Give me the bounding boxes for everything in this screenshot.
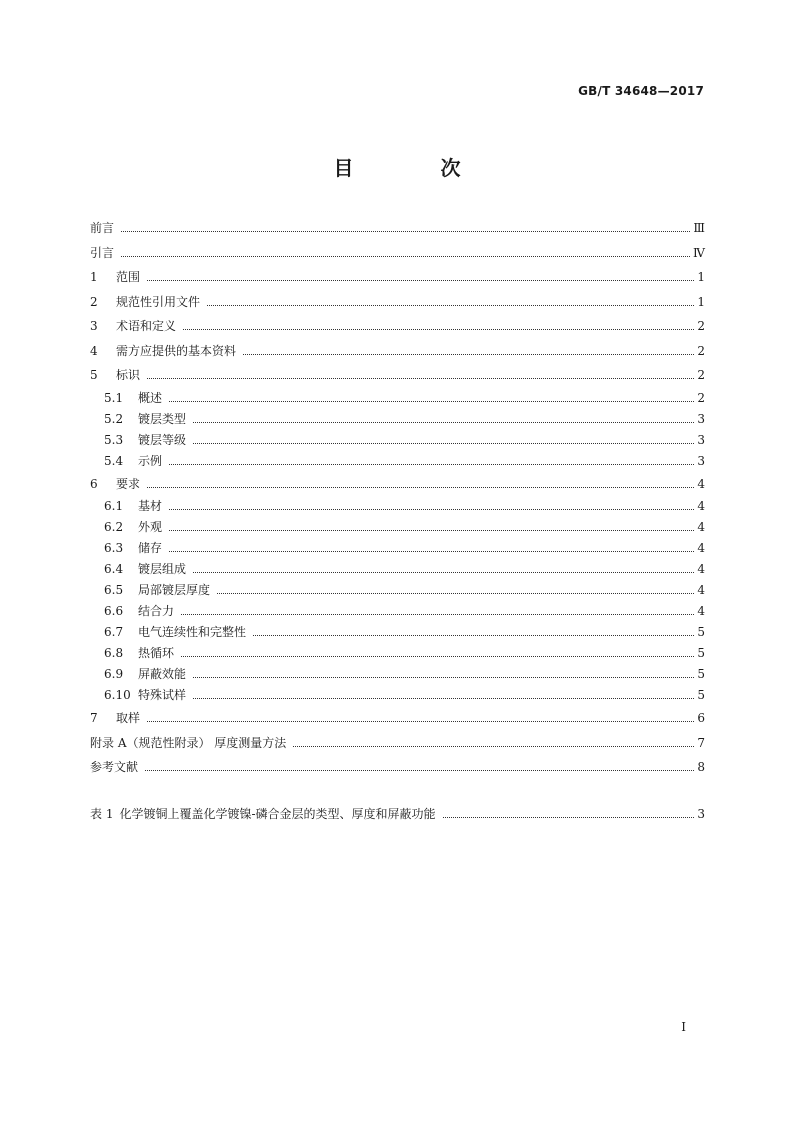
toc-entry-label: 电气连续性和完整性 xyxy=(138,625,247,639)
toc-entry-page: 1 xyxy=(697,270,705,284)
toc-leader-dots xyxy=(193,697,694,699)
page-title: 目 次 xyxy=(333,156,501,180)
toc-entry-number: 6.10 xyxy=(104,688,131,702)
toc-leader-dots xyxy=(147,486,694,488)
toc-entry-label: 储存 xyxy=(138,541,163,555)
toc-entry-label: 引言 xyxy=(90,245,115,260)
toc-entry[interactable] xyxy=(90,363,705,388)
toc-entry-label: 热循环 xyxy=(138,646,175,660)
toc-entry-label: 局部镀层厚度 xyxy=(138,583,211,597)
toc-entry-label: 外观 xyxy=(138,520,163,534)
table-of-contents xyxy=(90,216,705,780)
toc-entry-number: 2 xyxy=(90,294,98,309)
toc-entry-number: 6.6 xyxy=(104,604,124,618)
toc-leader-dots xyxy=(293,745,694,747)
toc-entry[interactable] xyxy=(90,622,705,643)
toc-leader-dots xyxy=(181,613,694,615)
toc-entry-number: 6.4 xyxy=(104,562,124,576)
toc-entry-page: 4 xyxy=(697,499,705,513)
toc-entry-number: 6.9 xyxy=(104,667,124,681)
toc-entry-number: 5.1 xyxy=(104,390,124,405)
toc-leader-dots xyxy=(243,353,694,355)
toc-leader-dots xyxy=(147,720,694,722)
standard-code: GB/T 34648—2017 xyxy=(578,84,704,98)
toc-entry-page: 2 xyxy=(697,390,705,405)
toc-entry-page: 3 xyxy=(697,432,705,447)
toc-leader-dots xyxy=(121,230,690,232)
toc-leader-dots xyxy=(193,676,694,678)
toc-leader-dots xyxy=(147,279,694,281)
toc-entry[interactable] xyxy=(90,265,705,290)
toc-entry-number: 7 xyxy=(90,711,98,725)
toc-entry-page: 5 xyxy=(697,646,705,660)
toc-entry-page: Ⅳ xyxy=(693,245,705,260)
toc-entry[interactable] xyxy=(90,409,705,430)
toc-entry[interactable] xyxy=(90,496,705,517)
toc-entry-page: Ⅲ xyxy=(693,221,705,235)
toc-entry-page: 2 xyxy=(697,319,705,333)
toc-entry-number: 1 xyxy=(90,270,98,284)
toc-entry-label: 标识 xyxy=(116,368,141,382)
toc-entry-page: 3 xyxy=(697,453,705,468)
table-list-entry[interactable] xyxy=(90,802,705,827)
toc-entry[interactable] xyxy=(90,559,705,580)
toc-entry-label: 参考文献 xyxy=(90,760,139,774)
toc-entry-label: 镀层组成 xyxy=(138,562,187,576)
toc-entry-page: 4 xyxy=(697,562,705,576)
toc-entry-number: 6.3 xyxy=(104,541,124,555)
toc-entry-label: 术语和定义 xyxy=(116,319,177,333)
toc-entry[interactable] xyxy=(90,731,705,756)
toc-leader-dots xyxy=(147,377,694,379)
toc-entry-label: 前言 xyxy=(90,221,115,235)
toc-entry-label: 范围 xyxy=(116,270,141,284)
toc-leader-dots xyxy=(207,304,694,306)
toc-entry-label: 需方应提供的基本资料 xyxy=(116,343,237,358)
toc-leader-dots xyxy=(193,442,694,444)
toc-leader-dots xyxy=(183,328,694,330)
toc-entry-page: 4 xyxy=(697,520,705,534)
toc-entry[interactable] xyxy=(90,685,705,706)
toc-leader-dots xyxy=(169,550,694,552)
toc-entry-number: 表 1 xyxy=(90,807,114,821)
toc-entry[interactable] xyxy=(90,388,705,409)
toc-leader-dots xyxy=(121,255,690,257)
toc-entry[interactable] xyxy=(90,290,705,315)
toc-entry-label: 镀层等级 xyxy=(138,432,187,447)
toc-entry-label: 化学镀铜上覆盖化学镀镍-磷合金层的类型、厚度和屏蔽功能 xyxy=(119,807,436,821)
toc-entry-page: 2 xyxy=(697,343,705,358)
toc-entry-number: 6.8 xyxy=(104,646,124,660)
toc-entry-label: 取样 xyxy=(116,711,141,725)
toc-entry[interactable] xyxy=(90,601,705,622)
toc-entry-label: 要求 xyxy=(116,476,141,491)
toc-entry-label: 镀层类型 xyxy=(138,411,187,426)
toc-entry[interactable] xyxy=(90,517,705,538)
toc-leader-dots xyxy=(443,816,694,818)
toc-entry-page: 8 xyxy=(697,760,705,774)
toc-entry[interactable] xyxy=(90,430,705,451)
toc-entry-label: 结合力 xyxy=(138,604,175,618)
toc-entry[interactable] xyxy=(90,580,705,601)
toc-entry[interactable] xyxy=(90,241,705,266)
toc-leader-dots xyxy=(253,634,694,636)
toc-entry-label: 屏蔽效能 xyxy=(138,667,187,681)
toc-entry-label: 示例 xyxy=(138,453,163,468)
toc-entry-page: 5 xyxy=(697,667,705,681)
toc-entry-page: 5 xyxy=(697,625,705,639)
toc-entry-label: 特殊试样 xyxy=(138,688,187,702)
toc-entry-page: 2 xyxy=(697,368,705,382)
page-number: I xyxy=(681,1020,686,1034)
toc-entry-number: 6.2 xyxy=(104,520,124,534)
toc-leader-dots xyxy=(169,400,694,402)
toc-entry-page: 4 xyxy=(697,476,705,491)
toc-entry[interactable] xyxy=(90,664,705,685)
toc-entry-number: 3 xyxy=(90,319,98,333)
list-of-tables xyxy=(90,802,705,827)
toc-leader-dots xyxy=(169,508,694,510)
toc-entry-page: 3 xyxy=(697,807,705,821)
toc-entry-label: 附录 A（规范性附录） 厚度测量方法 xyxy=(90,735,287,750)
toc-entry-label: 概述 xyxy=(138,390,163,405)
toc-entry-number: 6.7 xyxy=(104,625,124,639)
toc-entry-page: 3 xyxy=(697,411,705,426)
toc-leader-dots xyxy=(217,592,694,594)
toc-entry-label: 基材 xyxy=(138,499,163,513)
toc-entry[interactable] xyxy=(90,472,705,497)
toc-entry[interactable] xyxy=(90,755,705,780)
toc-entry[interactable] xyxy=(90,339,705,364)
toc-entry[interactable] xyxy=(90,216,705,241)
toc-entry-page: 6 xyxy=(697,711,705,725)
toc-entry-number: 6 xyxy=(90,476,98,491)
toc-entry[interactable] xyxy=(90,538,705,559)
toc-entry[interactable] xyxy=(90,451,705,472)
toc-entry-number: 5.4 xyxy=(104,453,124,468)
toc-entry[interactable] xyxy=(90,314,705,339)
toc-leader-dots xyxy=(169,463,694,465)
toc-leader-dots xyxy=(169,529,694,531)
toc-entry-number: 5.3 xyxy=(104,432,124,447)
toc-entry-page: 4 xyxy=(697,583,705,597)
toc-leader-dots xyxy=(193,571,694,573)
toc-leader-dots xyxy=(181,655,694,657)
toc-entry-number: 6.5 xyxy=(104,583,124,597)
toc-entry-label: 规范性引用文件 xyxy=(116,294,201,309)
toc-entry-page: 4 xyxy=(697,604,705,618)
toc-entry-number: 5 xyxy=(90,368,98,382)
toc-entry-page: 1 xyxy=(697,294,705,309)
toc-leader-dots xyxy=(145,769,694,771)
toc-leader-dots xyxy=(193,421,694,423)
toc-entry-page: 5 xyxy=(697,688,705,702)
toc-entry[interactable] xyxy=(90,643,705,664)
toc-entry-page: 4 xyxy=(697,541,705,555)
toc-entry-page: 7 xyxy=(697,735,705,750)
toc-entry-number: 4 xyxy=(90,343,98,358)
toc-entry[interactable] xyxy=(90,706,705,731)
toc-entry-number: 6.1 xyxy=(104,499,124,513)
toc-entry-number: 5.2 xyxy=(104,411,124,426)
